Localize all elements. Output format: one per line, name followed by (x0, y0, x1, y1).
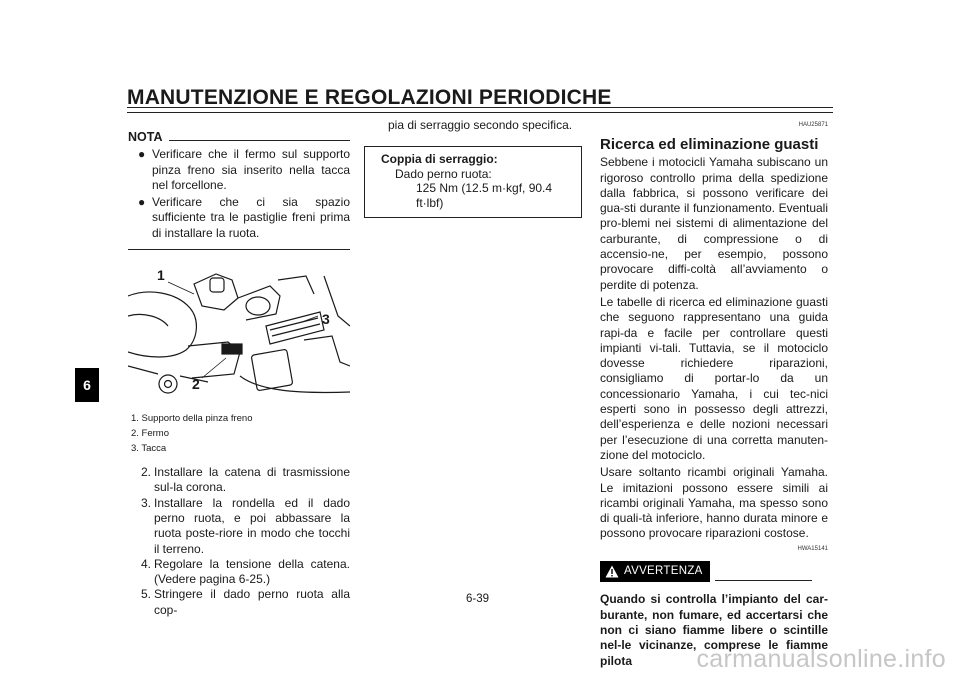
torque-item: Dado perno ruota: (395, 166, 492, 181)
warning-rule (715, 580, 812, 581)
section-paragraph: Usare soltanto ricambi originali Yamaha. Le imitazioni possono essere simili ai ricambi originali Yamaha, ma spesso sono di quali-tà inferiore, hanno durata minore e possono provocare riparazioni costose. (600, 465, 828, 541)
warning-code: HWA15141 (797, 545, 828, 552)
column-right (600, 118, 828, 669)
page-title: MANUTENZIONE E REGOLAZIONI PERIODICHE (127, 86, 612, 109)
column-middle (364, 118, 582, 218)
section-paragraph: Le tabelle di ricerca ed eliminazione guasti che seguono rappresentano una guida rapi-da e facile per controllare questi impianti vi-tali. Tuttavia, se il motociclo dovesse richiedere riparazioni, consigliamo di portar-lo da un concessionario Yamaha, i cui tec-nici esperti sono in possesso degli attrezzi, dell’esperienza e delle nozioni necessari per l’esecuzione di una corretta manuten-zione del motociclo. (600, 294, 828, 462)
nota-end-rule (128, 249, 350, 250)
legend-item: 3. Tacca (131, 443, 167, 455)
step-continuation: pia di serraggio secondo specifica. (388, 118, 573, 132)
bullet-icon: ● (138, 195, 146, 210)
warning-badge (600, 561, 710, 582)
nota-bullet-text: Verificare che ci sia spazio sufficiente tra le pastiglie freni prima di installare la ruota. (152, 195, 350, 240)
warning-label: AVVERTENZA (624, 565, 703, 578)
step-number: 2. (141, 465, 152, 480)
torque-heading: Coppia di serraggio: (381, 152, 498, 167)
callout-2: 2 (192, 376, 200, 393)
steps-list (128, 465, 350, 618)
step-item (128, 557, 350, 588)
title-rule (127, 107, 833, 113)
nota-bullet (128, 195, 350, 241)
nota-rule (169, 140, 351, 141)
nota-bullet (128, 147, 350, 193)
callout-3: 3 (322, 311, 330, 328)
column-left (128, 130, 350, 618)
section-title: Ricerca ed eliminazione guasti (600, 136, 819, 154)
section-paragraph: Sebbene i motocicli Yamaha subiscano un rigoroso controllo prima della spedizione dalla fabbrica, si possono verificare dei gua-sti durante il funzionamento. Eventuali pro-blemi nei sistemi di alimentazione del carburante, di compressione o di accensio-ne, per esempio, possono provocare diffi-coltà all’avviamento o perdite di potenza. (600, 155, 828, 292)
step-item (128, 496, 350, 557)
legend-item: 1. Supporto della pinza freno (131, 413, 253, 425)
warning-text: Quando si controlla l’impianto del car-burante, non fumare, ed accertarsi che non ci siano fiamme libere o scintille nel-le vicinanze, comprese le fiamme pilota (600, 592, 828, 668)
step-item (128, 465, 350, 496)
step-text: Installare la rondella ed il dado perno ruota, e poi abbassare la ruota poste-riore in modo che tocchi il terreno. (154, 495, 350, 556)
step-number: 4. (141, 556, 152, 571)
step-text: Regolare la tensione della catena. (Vedere pagina 6-25.) (154, 556, 350, 587)
callout-1: 1 (157, 267, 165, 284)
nota-bullet-text: Verificare che il fermo sul supporto pinza freno sia inserito nella tacca nel forcellone. (152, 147, 350, 192)
section-code: HAU25871 (798, 122, 828, 128)
brake-caliper-figure (128, 256, 350, 401)
figure-legend (131, 411, 350, 456)
bullet-icon: ● (138, 147, 146, 162)
step-text: Stringere il dado perno ruota alla cop- (154, 587, 350, 617)
legend-item: 2. Fermo (131, 428, 170, 440)
nota-label: NOTA (128, 130, 163, 144)
step-number: 5. (141, 587, 152, 602)
warning-header (600, 561, 828, 582)
torque-spec-box (364, 146, 582, 218)
watermark: carmanualsonline.info (696, 645, 946, 673)
step-text: Installare la catena di trasmissione sul-la corona. (154, 465, 350, 495)
chapter-tab: 6 (75, 368, 99, 402)
page-number: 6-39 (466, 593, 490, 605)
warning-triangle-icon (605, 565, 619, 578)
torque-value: 125 Nm (12.5 m·kgf, 90.4 ft·lbf) (416, 181, 553, 210)
step-number: 3. (141, 495, 152, 510)
nota-heading (128, 130, 350, 145)
step-item (128, 587, 350, 618)
